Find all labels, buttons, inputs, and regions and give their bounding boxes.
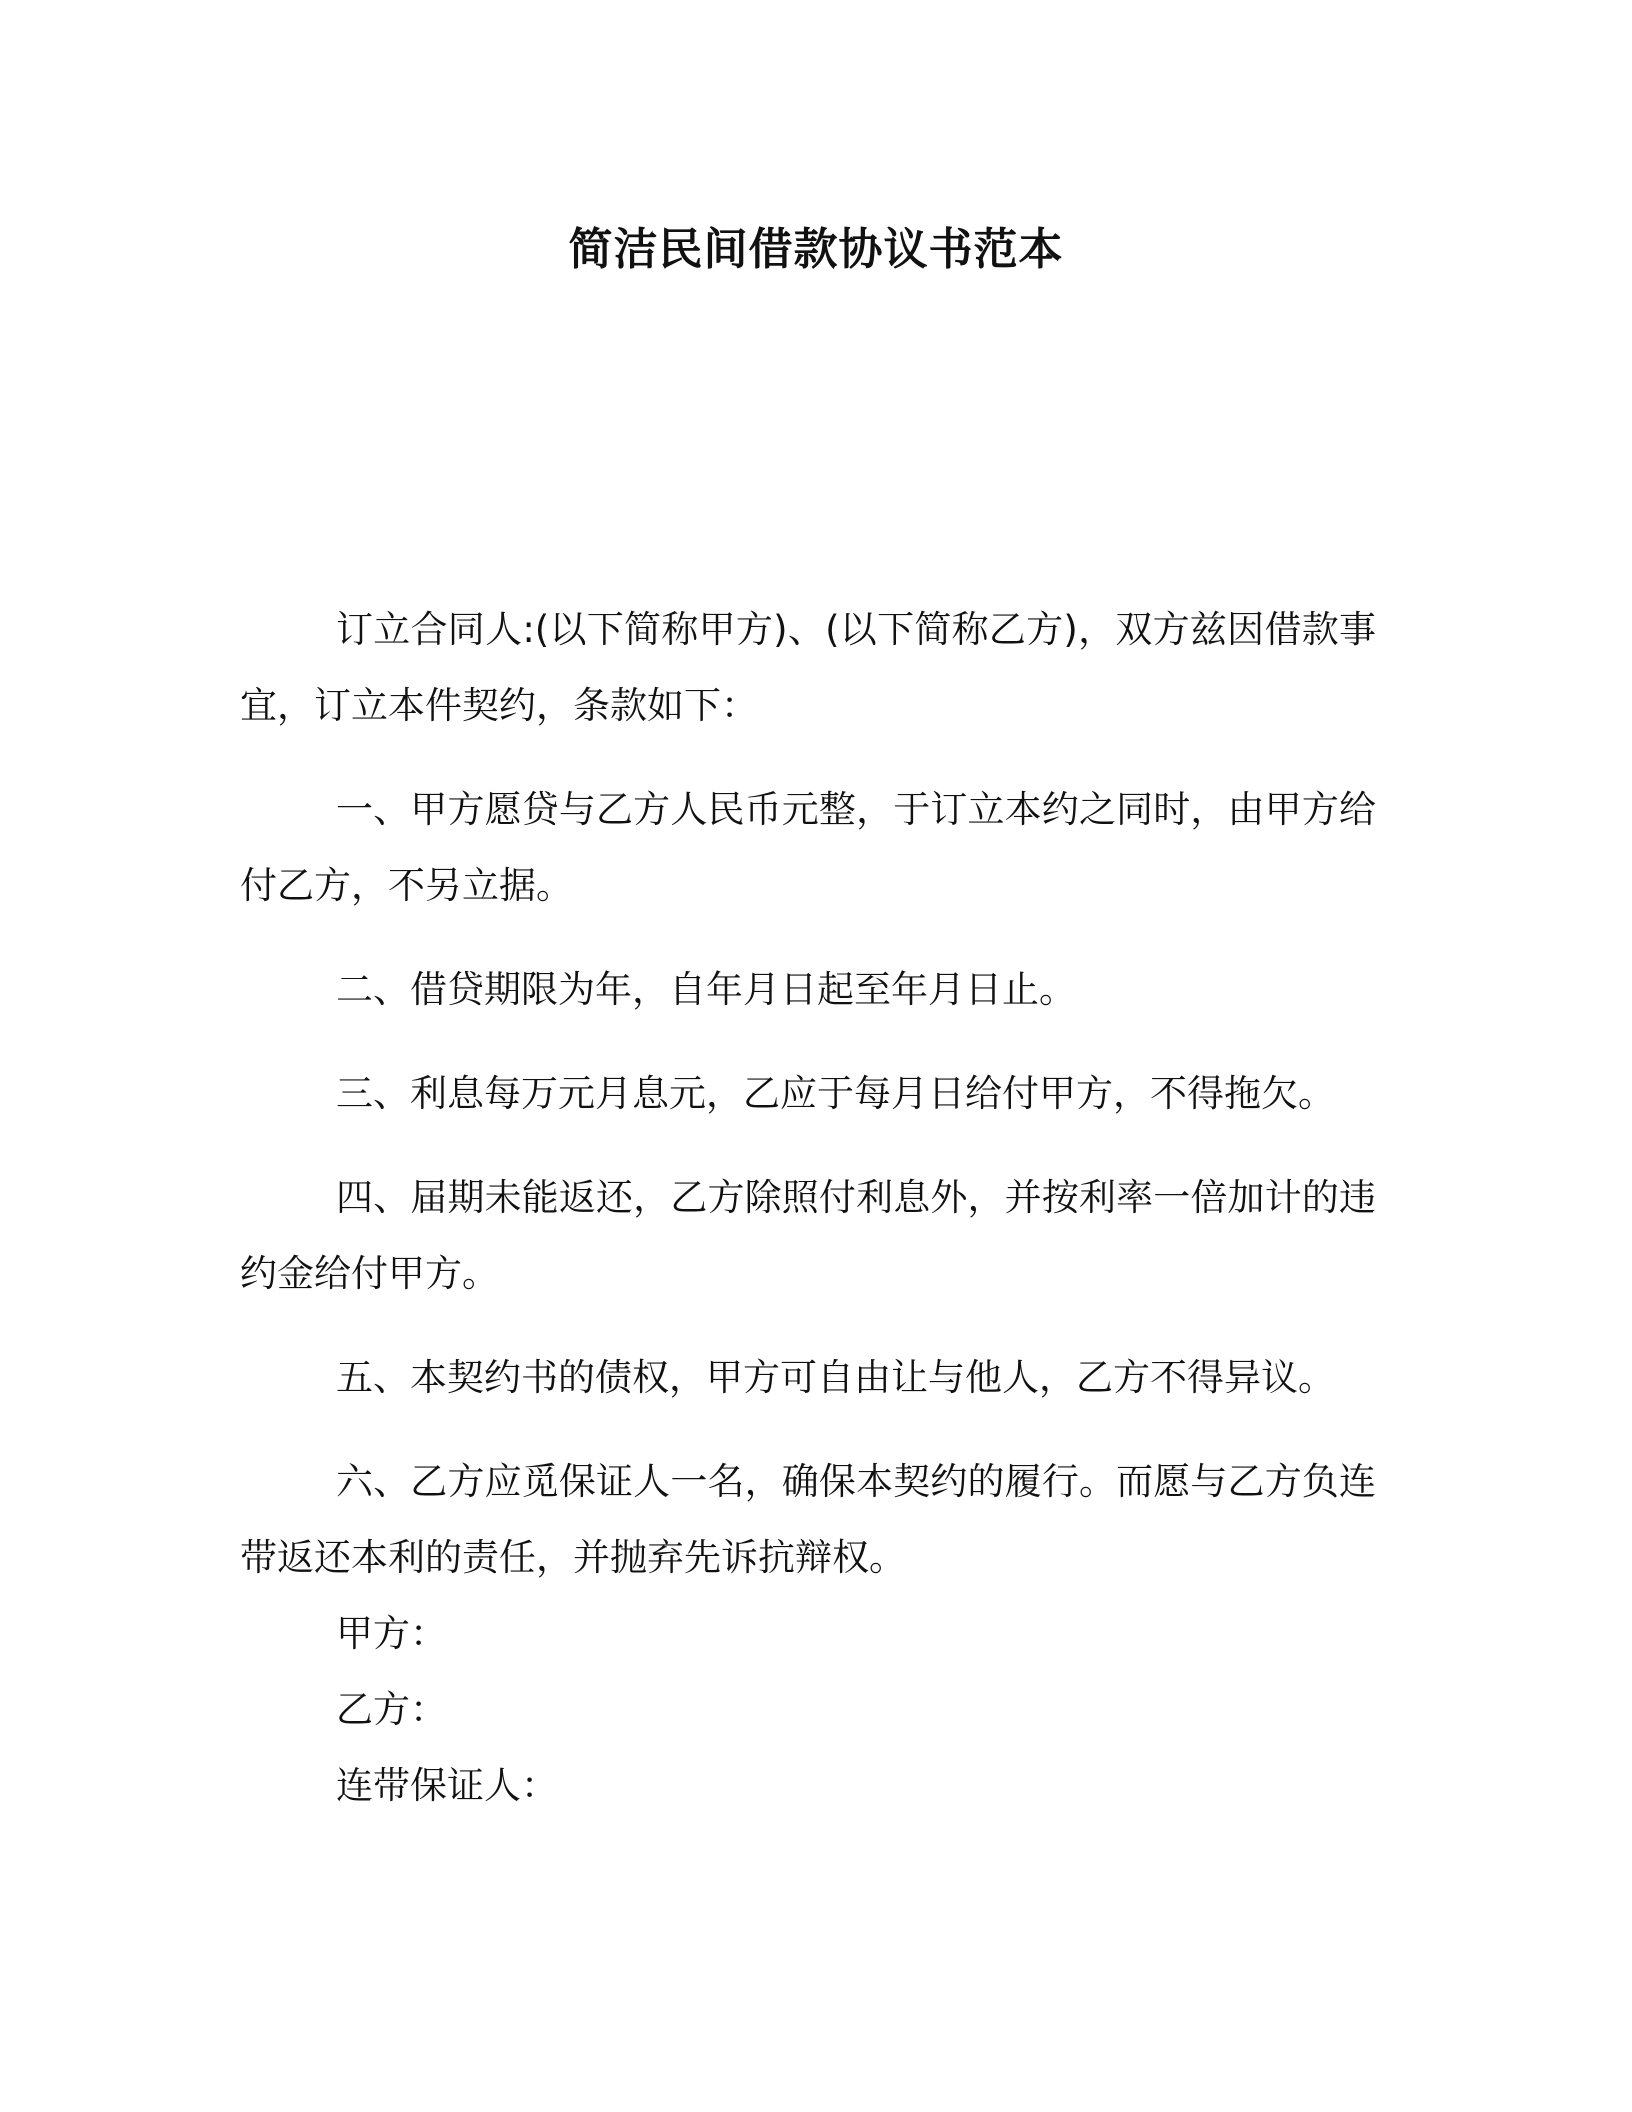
signature-party-b: 乙方： [336,1688,447,1731]
paragraph-preamble: 订立合同人:(以下简称甲方)、(以下简称乙方)，双方兹因借款事宜，订立本件契约，条款如下： [240,608,1376,727]
document-body [240,592,1376,1824]
paragraph-clause-3: 三、利息每万元月息元，乙应于每月日给付甲方，不得拖欠。 [336,1072,1335,1115]
paragraph-clause-4: 四、届期未能返还，乙方除照付利息外，并按利率一倍加计的违约金给付甲方。 [240,1176,1376,1295]
document-title: 简洁民间借款协议书范本 [568,224,1064,275]
signature-party-a: 甲方： [336,1612,447,1655]
paragraph-clause-2: 二、借贷期限为年，自年月日起至年月日止。 [336,968,1076,1011]
paragraph-clause-1: 一、甲方愿贷与乙方人民币元整，于订立本约之同时，由甲方给付乙方，不另立据。 [240,788,1376,907]
paragraph-clause-6: 六、乙方应觅保证人一名，确保本契约的履行。而愿与乙方负连带返还本利的责任，并抛弃先诉抗辩权。 [240,1460,1376,1579]
paragraph-clause-5: 五、本契约书的债权，甲方可自由让与他人，乙方不得异议。 [336,1356,1335,1399]
signature-guarantor: 连带保证人： [336,1764,558,1807]
